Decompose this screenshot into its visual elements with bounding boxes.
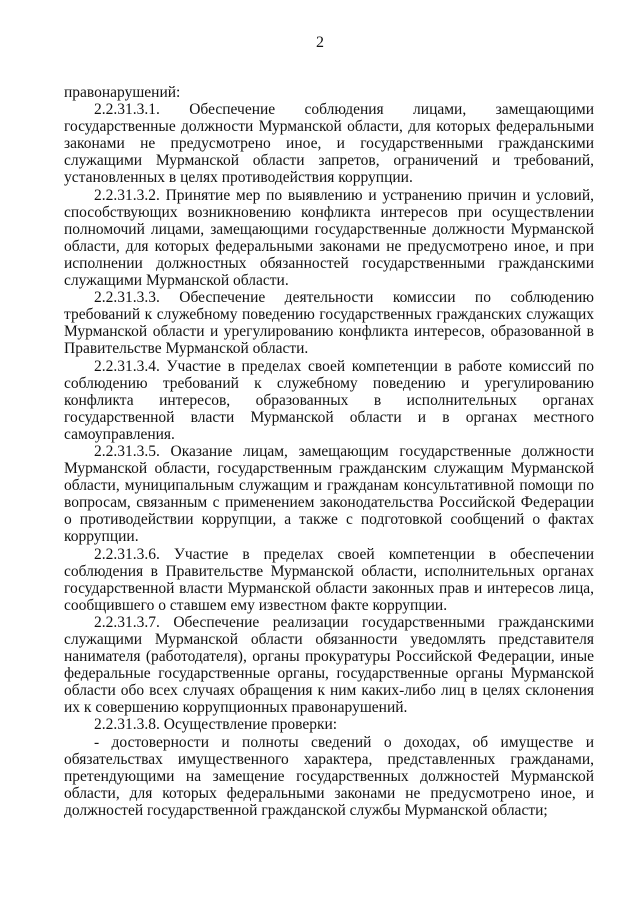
paragraph-2-2-31-3-8: 2.2.31.3.8. Осуществление проверки: [94, 716, 338, 734]
paragraph-2-2-31-3-2: 2.2.31.3.2. Принятие мер по выявлению и устранению причин и условий, способствующих возникновению конфликта интересов при осуществлении полномочий лицами, замещающими государственные должности Мурманской области, для которых федеральными законами не предусмотрено иное, и при исполнении должностных обязанностей государственными гражданскими служащими Мурманской области. [64, 186, 594, 290]
paragraph-2-2-31-3-4: 2.2.31.3.4. Участие в пределах своей компетенции в работе комиссий по соблюдению требований к служебному поведению и урегулированию конфликта интересов, образованных в исполнительных органах государственной власти Мурманской области и в органах местного самоуправления. [64, 357, 594, 443]
paragraph-2-2-31-3-3: 2.2.31.3.3. Обеспечение деятельности комиссии по соблюдению требований к служебному поведению государственных гражданских служащих Мурманской области и урегулированию конфликта интересов, образованной в Правительстве Мурманской области. [64, 289, 594, 358]
page-number: 2 [316, 34, 324, 51]
paragraph-2-2-31-3-6: 2.2.31.3.6. Участие в пределах своей компетенции в обеспечении соблюдения в Правительстве Мурманской области, исполнительных органах государственной власти Мурманской области законных прав и интересов лица, сообщившего о ставшем ему известном факте коррупции. [64, 545, 594, 614]
paragraph-2-2-31-3-1: 2.2.31.3.1. Обеспечение соблюдения лицами, замещающими государственные должности Мурманской области, для которых федеральными законами не предусмотрено иное, и государственными гражданскими служащими Мурманской области запретов, ограничений и требований, установленных в целях противодействия коррупции. [64, 101, 594, 187]
document-body [64, 84, 594, 819]
paragraph-2-2-31-3-7: 2.2.31.3.7. Обеспечение реализации государственными гражданскими служащими Мурманской области обязанности уведомлять представителя нанимателя (работодателя), органы прокуратуры Российской Федерации, иные федеральные государственные органы, государственные органы Мурманской области обо всех случаях обращения к ним каких-либо лиц в целях склонения их к совершению коррупционных правонарушений. [64, 613, 594, 717]
paragraph-continuation: правонарушений: [64, 84, 181, 101]
list-item-verification: - достоверности и полноты сведений о доходах, об имуществе и обязательствах имущественного характера, представленных гражданами, претендующими на замещение государственных должностей Мурманской области, для которых федеральными законами не предусмотрено иное, и должностей государственной гражданской службы Мурманской области; [64, 733, 594, 819]
paragraph-2-2-31-3-5: 2.2.31.3.5. Оказание лицам, замещающим государственные должности Мурманской области, государственным гражданским служащим Мурманской области, муниципальным служащим и гражданам консультативной помощи по вопросам, связанным с применением законодательства Российской Федерации о противодействии коррупции, а также с подготовкой сообщений о фактах коррупции. [64, 442, 594, 546]
